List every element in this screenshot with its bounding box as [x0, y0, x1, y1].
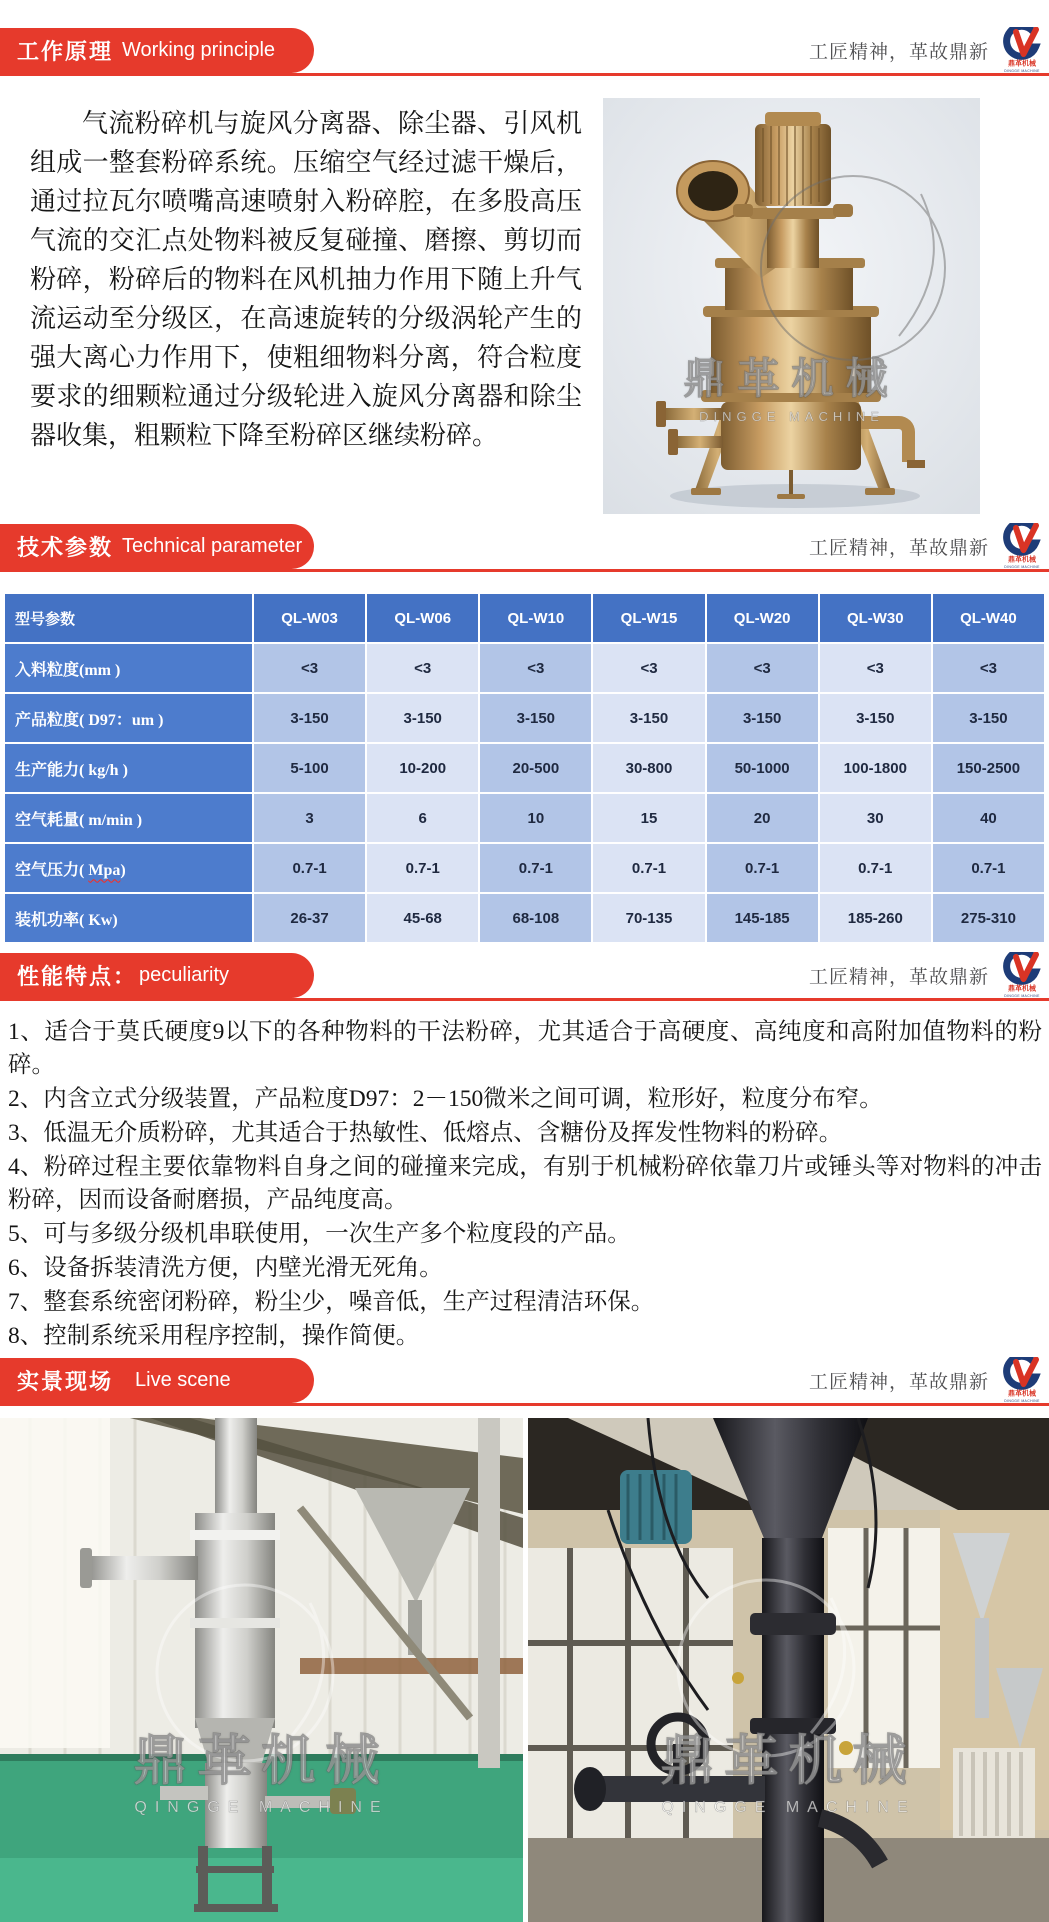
section-title-en: Live scene [135, 1369, 231, 1391]
row-label: 产品粒度( D97：um ) [5, 694, 252, 742]
param-value: <3 [933, 644, 1044, 692]
section-title-en: Working principle [122, 39, 276, 61]
section-header-working-principle [0, 28, 1049, 76]
param-value: 3-150 [707, 694, 818, 742]
param-value: 45-68 [367, 894, 478, 942]
param-value: 3-150 [820, 694, 931, 742]
section-title-en: peculiarity [139, 964, 230, 986]
divider-line [0, 998, 1049, 1001]
param-value: 150-2500 [933, 744, 1044, 792]
table-row [5, 894, 1044, 942]
watermark-en: QINGGE MACHINE [134, 1799, 389, 1816]
brand-logo-icon [1002, 27, 1042, 74]
param-value: 0.7-1 [254, 844, 365, 892]
watermark-zh: 鼎革机械 [133, 1731, 390, 1791]
logo-subcaption: DINGGE MACHINE [1004, 994, 1040, 998]
brand-area [809, 953, 1042, 998]
param-value: 145-185 [707, 894, 818, 942]
divider-line [0, 569, 1049, 572]
col-header-model: QL-W15 [593, 594, 704, 642]
section-ribbon [0, 28, 314, 73]
param-value: 5-100 [254, 744, 365, 792]
brand-logo-icon [1002, 1357, 1042, 1404]
section-ribbon [0, 524, 314, 569]
brand-area [809, 28, 1042, 73]
param-value: 20 [707, 794, 818, 842]
row-label: 装机功率( Kw) [5, 894, 252, 942]
col-header-model: QL-W10 [480, 594, 591, 642]
logo-subcaption: DINGGE MACHINE [1004, 565, 1040, 569]
section-ribbon [0, 953, 314, 998]
col-header-model: QL-W40 [933, 594, 1044, 642]
watermark-zh: 鼎革机械 [660, 1731, 917, 1791]
section-title-zh: 实景现场 [17, 1369, 114, 1394]
feature-item: 3、低温无介质粉碎，尤其适合于热敏性、低熔点、含糖份及挥发性物料的粉碎。 [8, 1120, 843, 1146]
param-value: 50-1000 [707, 744, 818, 792]
param-value: 0.7-1 [367, 844, 478, 892]
row-label: 入料粒度(mm ) [5, 644, 252, 692]
logo-caption: 鼎革机械 [1008, 60, 1036, 68]
table-body [5, 644, 1044, 942]
feature-item: 4、粉碎过程主要依靠物料自身之间的碰撞来完成，有别于机械粉碎依靠刀片或锤头等对物料的冲击粉碎，因而设备耐磨损，产品纯度高。 [8, 1154, 1042, 1213]
param-value: 26-37 [254, 894, 365, 942]
feature-item: 7、整套系统密闭粉碎，粉尘少，噪音低，生产过程清洁环保。 [8, 1289, 655, 1315]
col-header-parameter: 型号参数 [5, 594, 252, 642]
param-value: 275-310 [933, 894, 1044, 942]
section-title-zh: 性能特点： [17, 964, 138, 989]
logo-caption: 鼎革机械 [1008, 556, 1036, 564]
section-ribbon [0, 1358, 314, 1403]
brand-area [809, 1358, 1042, 1403]
param-value: <3 [707, 644, 818, 692]
col-header-model: QL-W30 [820, 594, 931, 642]
param-value: 0.7-1 [593, 844, 704, 892]
param-value: 30-800 [593, 744, 704, 792]
param-value: 70-135 [593, 894, 704, 942]
logo-caption: 鼎革机械 [1008, 985, 1036, 993]
col-header-model: QL-W20 [707, 594, 818, 642]
section-title-en: Technical parameter [122, 535, 303, 557]
param-value: 10 [480, 794, 591, 842]
param-value: 0.7-1 [933, 844, 1044, 892]
logo-subcaption: DINGGE MACHINE [1004, 69, 1040, 73]
param-value: 0.7-1 [707, 844, 818, 892]
brand-logo-icon [1002, 952, 1042, 999]
divider-line [0, 1403, 1049, 1406]
jet-mill-illustration [603, 98, 980, 514]
peculiarity-list [8, 1016, 1042, 1354]
table-header-row [5, 594, 1044, 642]
table-row [5, 744, 1044, 792]
param-value: 3-150 [254, 694, 365, 742]
divider-line [0, 73, 1049, 76]
product-render-image [603, 98, 980, 514]
watermark-zh: 鼎革机械 [683, 355, 900, 402]
col-header-model: QL-W06 [367, 594, 478, 642]
brand-area [809, 524, 1042, 569]
brand-logo [1002, 27, 1042, 74]
param-value: <3 [367, 644, 478, 692]
param-value: 0.7-1 [480, 844, 591, 892]
feature-item: 2、内含立式分级装置，产品粒度D97：2－150微米之间可调，粒形好，粒度分布窄。 [8, 1086, 883, 1112]
technical-parameters-table [3, 592, 1046, 944]
live-scene-photo-left [0, 1418, 523, 1922]
param-value: 3-150 [480, 694, 591, 742]
section-header-technical-parameter [0, 524, 1049, 572]
table-row [5, 694, 1044, 742]
section-title-zh: 工作原理 [17, 39, 114, 64]
section-header-live-scene [0, 1358, 1049, 1406]
param-value: 15 [593, 794, 704, 842]
live-scene-photo-right [528, 1418, 1049, 1922]
brand-logo-icon [1002, 523, 1042, 570]
logo-caption: 鼎革机械 [1008, 1390, 1036, 1398]
param-value: 68-108 [480, 894, 591, 942]
param-value: 10-200 [367, 744, 478, 792]
brand-logo [1002, 952, 1042, 999]
table-row [5, 644, 1044, 692]
param-value: 30 [820, 794, 931, 842]
brand-slogan: 工匠精神，革故鼎新 [808, 42, 989, 63]
brand-slogan: 工匠精神，革故鼎新 [808, 967, 989, 988]
row-label: 生产能力( kg/h ) [5, 744, 252, 792]
table-row [5, 794, 1044, 842]
brand-slogan: 工匠精神，革故鼎新 [808, 1372, 989, 1393]
watermark-en: QINGGE MACHINE [661, 1799, 916, 1816]
param-value: 3-150 [933, 694, 1044, 742]
brand-slogan: 工匠精神，革故鼎新 [808, 538, 989, 559]
feature-item: 1、适合于莫氏硬度9以下的各种物料的干法粉碎，尤其适合于高硬度、高纯度和高附加值物料的粉碎。 [8, 1019, 1042, 1078]
param-value: 3-150 [593, 694, 704, 742]
logo-subcaption: DINGGE MACHINE [1004, 1399, 1040, 1403]
param-value: 40 [933, 794, 1044, 842]
working-principle-paragraph: 气流粉碎机与旋风分离器、除尘器、引风机组成一整套粉碎系统。压缩空气经过滤干燥后，通过拉瓦尔喷嘴高速喷射入粉碎腔，在多股高压气流的交汇点处物料被反复碰撞、磨擦、剪切而粉碎，粉碎后的物料在风机抽力作用下随上升气流运动至分级区，在高速旋转的分级涡轮产生的强大离心力作用下，使粗细物料分离，符合粒度要求的细颗粒通过分级轮进入旋风分离器和除尘器收集，粗颗粒下降至粉碎区继续粉碎。 [30, 109, 582, 450]
brand-logo [1002, 523, 1042, 570]
param-value: <3 [593, 644, 704, 692]
row-label: 空气耗量( m/min ) [5, 794, 252, 842]
param-value: 3 [254, 794, 365, 842]
feature-item: 5、可与多级分级机串联使用，一次生产多个粒度段的产品。 [8, 1221, 631, 1247]
section-title-zh: 技术参数 [17, 535, 114, 560]
col-header-model: QL-W03 [254, 594, 365, 642]
factory-photo-left-illustration [0, 1418, 523, 1922]
param-value: <3 [254, 644, 365, 692]
param-value: <3 [480, 644, 591, 692]
param-value: 3-150 [367, 694, 478, 742]
param-value: 100-1800 [820, 744, 931, 792]
feature-item: 6、设备拆装清洗方便，内壁光滑无死角。 [8, 1255, 443, 1281]
param-value: 0.7-1 [820, 844, 931, 892]
row-label: 空气压力( Mpa) [5, 844, 252, 892]
section-header-peculiarity [0, 953, 1049, 1001]
watermark-en: DINGGE MACHINE [699, 409, 884, 424]
factory-photo-right-illustration [528, 1418, 1049, 1922]
param-value: 185-260 [820, 894, 931, 942]
brand-logo [1002, 1357, 1042, 1404]
feature-item: 8、控制系统采用程序控制，操作简便。 [8, 1323, 420, 1349]
param-value: <3 [820, 644, 931, 692]
table-row [5, 844, 1044, 892]
param-value: 6 [367, 794, 478, 842]
param-value: 20-500 [480, 744, 591, 792]
